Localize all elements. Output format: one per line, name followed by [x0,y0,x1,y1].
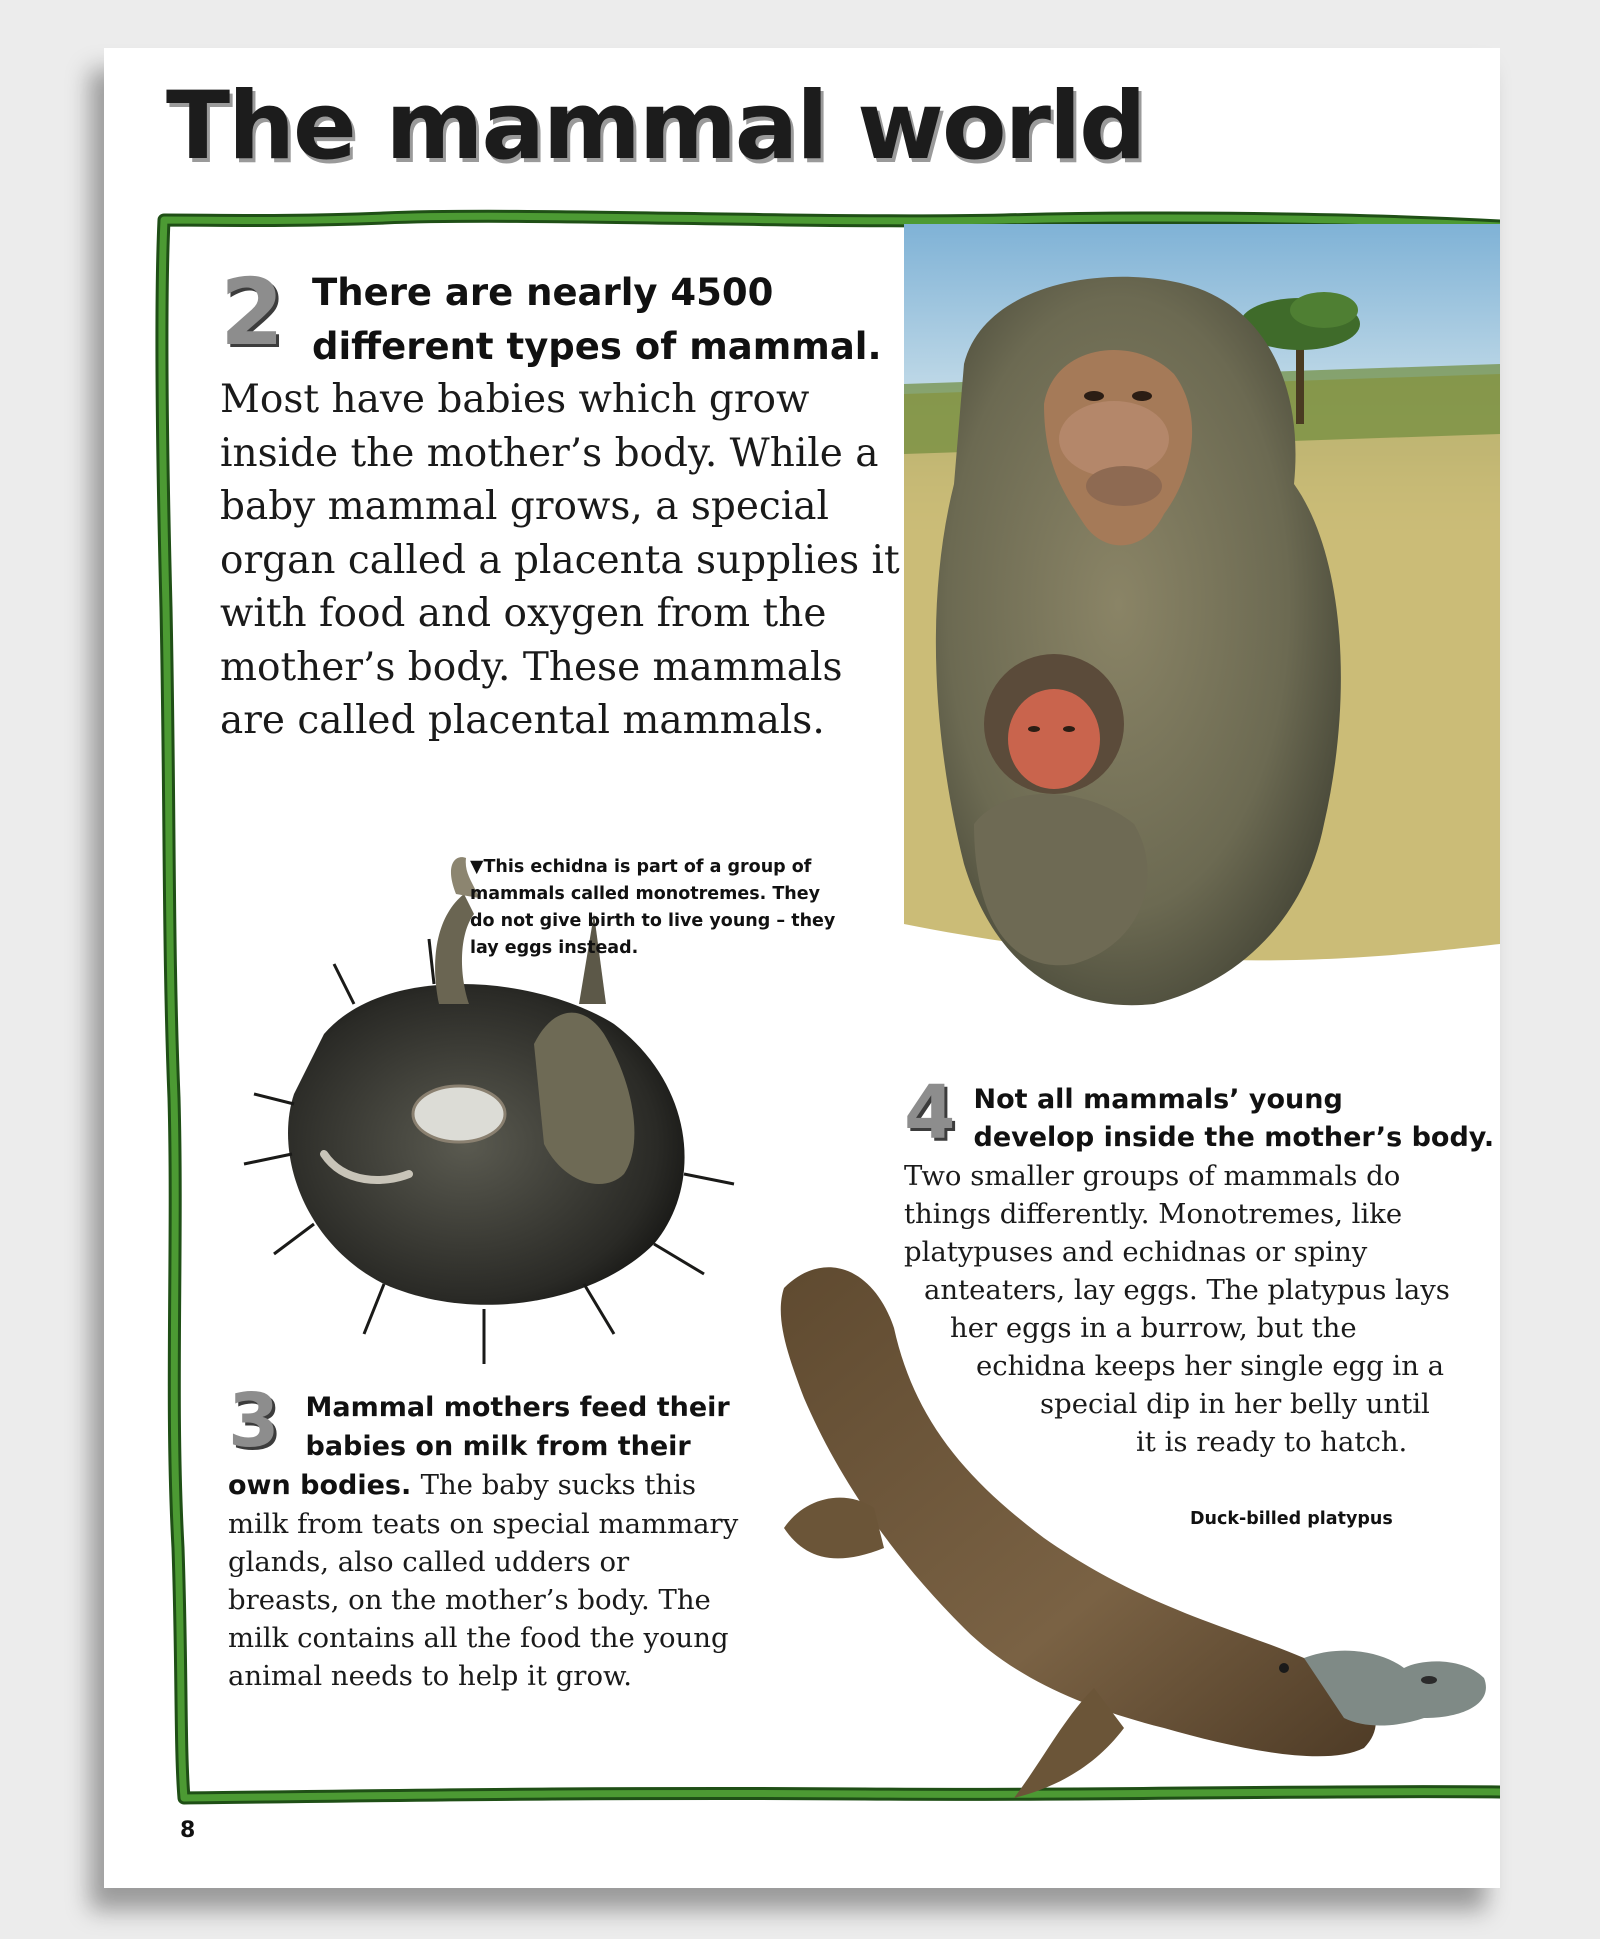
fact-number: 3 [228,1378,280,1464]
fact-4-block [904,1070,1495,1461]
fact-body-line: it is ready to hatch. [1136,1426,1408,1458]
fact-body-text: The baby sucks this milk from teats on special mammary glands, also called udders or breasts, on the mother’s body. The milk contains all the food the young animal needs to help it grow. [228,1469,739,1692]
fact-number: 2 [220,259,285,366]
fact-number: 4 [904,1070,956,1156]
fact-lead-text: There are nearly 4500 different types of mammal. [312,271,882,368]
page-number: 8 [180,1818,196,1843]
fact-body-text: Most have babies which grow inside the mother’s body. While a baby mammal grows, a special organ called a placenta supplies it with food and oxygen from the mother’s body. These mammals are called placental mammals. [220,377,900,743]
page-title: The mammal world [166,72,1145,181]
fact-3-block [228,1378,748,1695]
fact-body-line: special dip in her belly until [1040,1388,1430,1420]
fact-body-line: Two smaller groups of mammals do [904,1160,1401,1192]
book-page [104,48,1500,1888]
fact-lead-text: Mammal mothers feed their babies on milk from their own bodies. [228,1392,730,1501]
fact-body-line: things differently. Monotremes, like [904,1198,1403,1230]
fact-body-line: platypuses and echidnas or spiny [904,1236,1368,1268]
fact-lead-text: Not all mammals’ young [973,1084,1343,1115]
fact-body-line: echidna keeps her single egg in a [976,1350,1445,1382]
fact-body-line: her eggs in a burrow, but the [950,1312,1357,1344]
fact-body-line: anteaters, lay eggs. The platypus lays [924,1274,1450,1306]
baboon-illustration [904,224,1500,1090]
fact-2-block [220,259,910,748]
echidna-caption: ▼This echidna is part of a group of mammals called monotremes. They do not give birth to live young – they lay eggs instead. [470,857,836,958]
fact-lead-text: develop inside the mother’s body. [973,1122,1495,1153]
platypus-label: Duck-billed platypus [1190,1509,1393,1529]
